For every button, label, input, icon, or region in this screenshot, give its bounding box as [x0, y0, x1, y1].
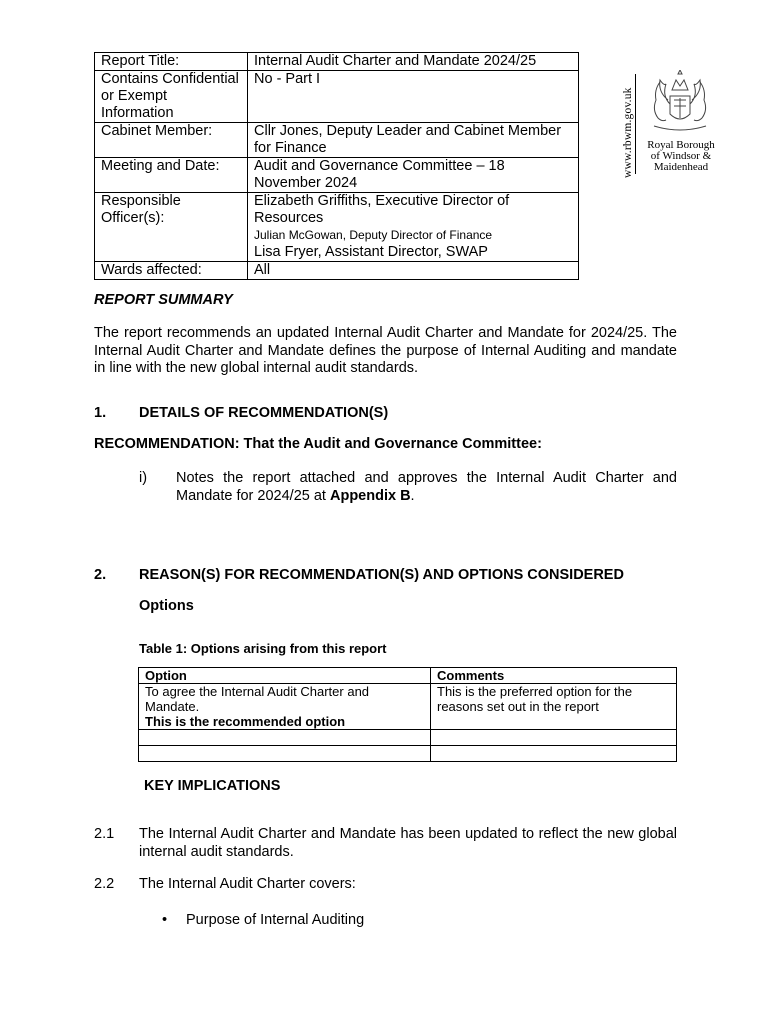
options-heading: Options — [139, 598, 194, 614]
bullet-icon: • — [162, 912, 168, 928]
table-cell — [139, 730, 431, 746]
section-number: 2. — [94, 567, 107, 583]
council-logo — [612, 70, 724, 180]
meta-key: Cabinet Member: — [95, 123, 248, 158]
officer-line: Julian McGowan, Deputy Director of Finance — [254, 228, 493, 242]
summary-heading: REPORT SUMMARY — [94, 292, 233, 308]
meta-value — [248, 193, 579, 262]
table-row — [95, 158, 579, 193]
section-heading: REASON(S) FOR RECOMMENDATION(S) AND OPTIONS CONSIDERED — [139, 567, 624, 583]
table-cell: This is the preferred option for the reasons set out in the report — [431, 684, 677, 730]
coat-of-arms-icon — [640, 70, 720, 136]
report-meta-table — [94, 52, 579, 280]
meta-key: Wards affected: — [95, 262, 248, 280]
list-marker: i) — [139, 470, 148, 486]
recommendation-item: Notes the report attached and approves the Internal Audit Charter and Mandate for 2024/25 at Appendix B. — [176, 470, 677, 504]
officer-line: Elizabeth Griffiths, Executive Director of Resources — [254, 193, 510, 226]
table-cell — [431, 746, 677, 762]
table-row — [95, 262, 579, 280]
meta-key: Responsible Officer(s): — [95, 193, 248, 262]
meta-value: No - Part I — [248, 71, 579, 123]
meta-key: Contains Confidential or Exempt Information — [95, 71, 248, 123]
table-cell — [139, 746, 431, 762]
column-header: Option — [139, 668, 431, 684]
key-implications-heading: KEY IMPLICATIONS — [144, 778, 281, 794]
table-row — [95, 123, 579, 158]
table-caption: Table 1: Options arising from this report — [139, 641, 387, 656]
table-row — [95, 71, 579, 123]
paragraph-number: 2.1 — [94, 826, 115, 842]
logo-name: Royal Borough of Windsor & Maidenhead — [647, 139, 715, 173]
paragraph-number: 2.2 — [94, 876, 115, 892]
summary-text: The report recommends an updated Internal Audit Charter and Mandate for 2024/25. The Internal Audit Charter and Mandate defines the purpose of Internal Auditing and mandate in line with the new global internal audit standards. — [94, 325, 677, 376]
paragraph-text: The Internal Audit Charter and Mandate has been updated to reflect the new global internal audit standards. — [139, 826, 677, 860]
officer-line: Lisa Fryer, Assistant Director, SWAP — [254, 244, 488, 260]
table-row — [139, 746, 677, 762]
table-row — [139, 730, 677, 746]
section-number: 1. — [94, 405, 107, 421]
table-row — [95, 53, 579, 71]
meta-value: Cllr Jones, Deputy Leader and Cabinet Member for Finance — [248, 123, 579, 158]
options-table — [138, 667, 677, 762]
table-row — [95, 193, 579, 262]
list-item: Purpose of Internal Auditing — [186, 912, 365, 928]
meta-key: Meeting and Date: — [95, 158, 248, 193]
section-heading: DETAILS OF RECOMMENDATION(S) — [139, 405, 389, 421]
logo-url: www.rbwm.gov.uk — [622, 87, 634, 178]
table-cell — [431, 730, 677, 746]
table-cell: To agree the Internal Audit Charter and Mandate. This is the recommended option — [139, 684, 431, 730]
meta-value: Audit and Governance Committee – 18 November 2024 — [248, 158, 579, 193]
table-row — [139, 684, 677, 730]
table-header-row — [139, 668, 677, 684]
meta-value: All — [248, 262, 579, 280]
column-header: Comments — [431, 668, 677, 684]
paragraph-text: The Internal Audit Charter covers: — [139, 876, 356, 892]
recommendation-heading: RECOMMENDATION: That the Audit and Governance Committee: — [94, 436, 542, 452]
logo-divider — [635, 74, 636, 174]
meta-key: Report Title: — [95, 53, 248, 71]
meta-value: Internal Audit Charter and Mandate 2024/25 — [248, 53, 579, 71]
appendix-ref: Appendix B — [329, 487, 411, 504]
